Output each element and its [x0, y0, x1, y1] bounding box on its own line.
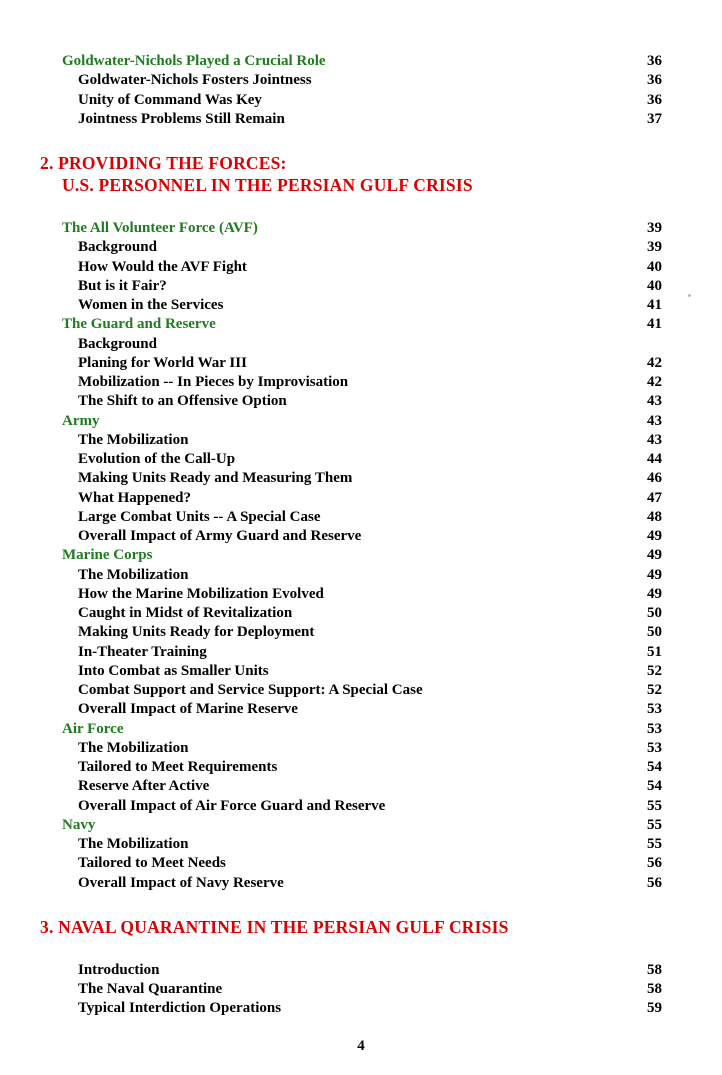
toc-entry-label: The Mobilization [78, 566, 189, 583]
toc-entry-page: 36 [647, 53, 662, 69]
toc-entry-page: 39 [647, 220, 662, 236]
section-heading-line: 3. NAVAL QUARANTINE IN THE PERSIAN GULF CRISIS [40, 916, 509, 937]
toc-entry-page: 43 [647, 393, 662, 410]
toc-entry-label: Navy [62, 816, 96, 833]
toc-entry-label: Goldwater-Nichols Fosters Jointness [78, 72, 312, 89]
toc-entry [62, 604, 662, 623]
toc-entry [62, 296, 662, 315]
toc-entry [62, 854, 662, 873]
toc-entry [62, 219, 662, 238]
toc-entry-page: 52 [647, 682, 662, 698]
toc-entry-page: 49 [647, 585, 662, 602]
toc-entry [62, 373, 662, 392]
toc-entry-label: How Would the AVF Fight [78, 258, 247, 275]
toc-entry-page: 49 [647, 547, 662, 564]
toc-entry-page: 53 [647, 701, 662, 718]
toc-entry [62, 489, 662, 508]
toc-entry [62, 623, 662, 642]
toc-entry-label: How the Marine Mobilization Evolved [78, 585, 324, 602]
toc-entry-page: 40 [647, 258, 662, 275]
toc-entry-label: Making Units Ready and Measuring Them [78, 470, 353, 487]
toc-entry [62, 662, 662, 681]
toc-entry-label: The All Volunteer Force (AVF) [62, 220, 258, 236]
toc-entry-label: The Shift to an Offensive Option [78, 393, 287, 410]
toc-entry-page: 36 [647, 91, 662, 108]
toc-entry [62, 777, 662, 796]
toc-entry [62, 961, 662, 980]
toc-entry [62, 527, 662, 546]
toc-entry-label: The Guard and Reserve [62, 316, 216, 333]
toc-entry-label: Mobilization -- In Pieces by Improvisation [78, 374, 349, 390]
toc-entry-label: The Mobilization [78, 739, 189, 756]
toc-entry [62, 91, 662, 110]
toc-entry [62, 71, 662, 90]
toc-entry-label: Women in the Services [78, 297, 224, 313]
toc-entry-page: 56 [647, 874, 662, 891]
toc-entry-page: 49 [647, 566, 662, 583]
toc-entry-label: What Happened? [78, 489, 191, 506]
scan-artifact-dot [688, 294, 691, 297]
toc-entry-label: The Naval Quarantine [78, 981, 223, 997]
toc-entry-page: 53 [647, 720, 662, 737]
toc-entry-label: Tailored to Meet Requirements [78, 759, 278, 775]
toc-entry-label: Caught in Midst of Revitalization [78, 605, 293, 621]
toc-entry-label: The Mobilization [78, 836, 189, 852]
toc-entry-label: Making Units Ready for Deployment [78, 624, 315, 641]
toc-entry [62, 469, 662, 488]
toc-entries-block [62, 219, 662, 893]
toc [40, 52, 662, 1019]
toc-entry-page: 36 [647, 72, 662, 89]
toc-entry [62, 980, 662, 999]
toc-entry-label: Overall Impact of Marine Reserve [78, 701, 298, 718]
toc-entry [62, 835, 662, 854]
section-heading [40, 152, 662, 196]
toc-entry [62, 431, 662, 450]
toc-entry [62, 52, 662, 71]
toc-entry-label: Overall Impact of Army Guard and Reserve [78, 528, 362, 544]
toc-entry-label: Evolution of the Call-Up [78, 451, 236, 467]
toc-entry [62, 238, 662, 257]
toc-entry-label: Unity of Command Was Key [78, 91, 262, 108]
toc-entry-label: Planing for World War III [78, 354, 247, 371]
toc-entry-label: Army [62, 412, 100, 429]
toc-entry-page: 55 [647, 816, 662, 833]
section-heading [40, 916, 662, 938]
toc-entry [62, 508, 662, 527]
toc-entry-page: 55 [647, 797, 662, 814]
toc-entry-page: 41 [647, 297, 662, 313]
toc-entry-page: 42 [647, 354, 662, 371]
page-footer-number: 4 [357, 1038, 365, 1054]
toc-entry [62, 392, 662, 411]
toc-entry-page: 41 [647, 316, 662, 333]
section-heading-line: 2. PROVIDING THE FORCES: [40, 153, 287, 173]
section-heading-line: U.S. PERSONNEL IN THE PERSIAN GULF CRISIS [62, 175, 473, 195]
toc-entry [62, 277, 662, 296]
toc-entry-page: 49 [647, 528, 662, 544]
toc-entry-page: 46 [647, 470, 662, 487]
toc-entry [62, 110, 662, 129]
toc-entry-label: Goldwater-Nichols Played a Crucial Role [62, 53, 326, 69]
toc-entry-label: Background [78, 335, 157, 352]
toc-entry-page: 37 [647, 110, 662, 127]
toc-entry-label: In-Theater Training [78, 643, 207, 660]
toc-entry [62, 585, 662, 604]
toc-entry-page: 44 [647, 451, 662, 467]
toc-entry-page: 43 [647, 412, 662, 429]
toc-entry [62, 546, 662, 565]
toc-entry [62, 700, 662, 719]
toc-entry [62, 450, 662, 469]
toc-entry [62, 874, 662, 893]
toc-entry-page: 52 [647, 662, 662, 679]
toc-entry [62, 720, 662, 739]
toc-entry-label: Background [78, 239, 157, 256]
toc-entry-label: Air Force [62, 720, 124, 737]
toc-entry-page: 47 [647, 489, 662, 506]
toc-entry-page: 59 [647, 1000, 662, 1017]
toc-entry [62, 315, 662, 334]
toc-entry-page: 42 [647, 374, 662, 390]
toc-entry-label: Overall Impact of Navy Reserve [78, 874, 284, 891]
toc-entry [62, 999, 662, 1018]
toc-entry-label: Typical Interdiction Operations [78, 1000, 282, 1017]
toc-entry-page: 43 [647, 431, 662, 448]
toc-entry [62, 566, 662, 585]
toc-entry-label: Combat Support and Service Support: A Special Case [78, 682, 423, 698]
toc-entry-page: 50 [647, 624, 662, 641]
toc-entry-label: Into Combat as Smaller Units [78, 662, 269, 679]
toc-entry [62, 354, 662, 373]
toc-entry-page: 54 [647, 759, 662, 775]
toc-entry-label: Reserve After Active [78, 778, 210, 795]
toc-entry [62, 643, 662, 662]
toc-entry-label: The Mobilization [78, 431, 189, 448]
toc-entry-label: Jointness Problems Still Remain [78, 110, 285, 127]
toc-entry-page: 53 [647, 739, 662, 756]
toc-entries-block [62, 961, 662, 1019]
toc-entry-page: 48 [647, 508, 662, 525]
toc-entry [62, 681, 662, 700]
toc-entry-page: 56 [647, 855, 662, 872]
toc-entry [62, 816, 662, 835]
toc-entry-page: 39 [647, 239, 662, 256]
toc-entry-label: Overall Impact of Air Force Guard and Reserve [78, 797, 386, 814]
toc-entry-page: 58 [647, 961, 662, 978]
toc-entry [62, 758, 662, 777]
toc-entry-label: But is it Fair? [78, 277, 167, 294]
toc-entry-page: 51 [647, 643, 662, 660]
toc-entry-label: Large Combat Units -- A Special Case [78, 508, 321, 525]
toc-entry-page: 40 [647, 277, 662, 294]
toc-entry [62, 335, 662, 354]
toc-entry [62, 797, 662, 816]
toc-entry-page: 58 [647, 981, 662, 997]
toc-entry-label: Marine Corps [62, 547, 153, 564]
toc-entry-page: 54 [647, 778, 662, 795]
toc-entry [62, 258, 662, 277]
toc-entry [62, 739, 662, 758]
toc-entries-block [62, 52, 662, 129]
toc-entry [62, 412, 662, 431]
toc-entry-page: 55 [647, 836, 662, 852]
toc-entry-page: 50 [647, 605, 662, 621]
toc-entry-label: Introduction [78, 961, 160, 978]
toc-entry-label: Tailored to Meet Needs [78, 855, 226, 872]
